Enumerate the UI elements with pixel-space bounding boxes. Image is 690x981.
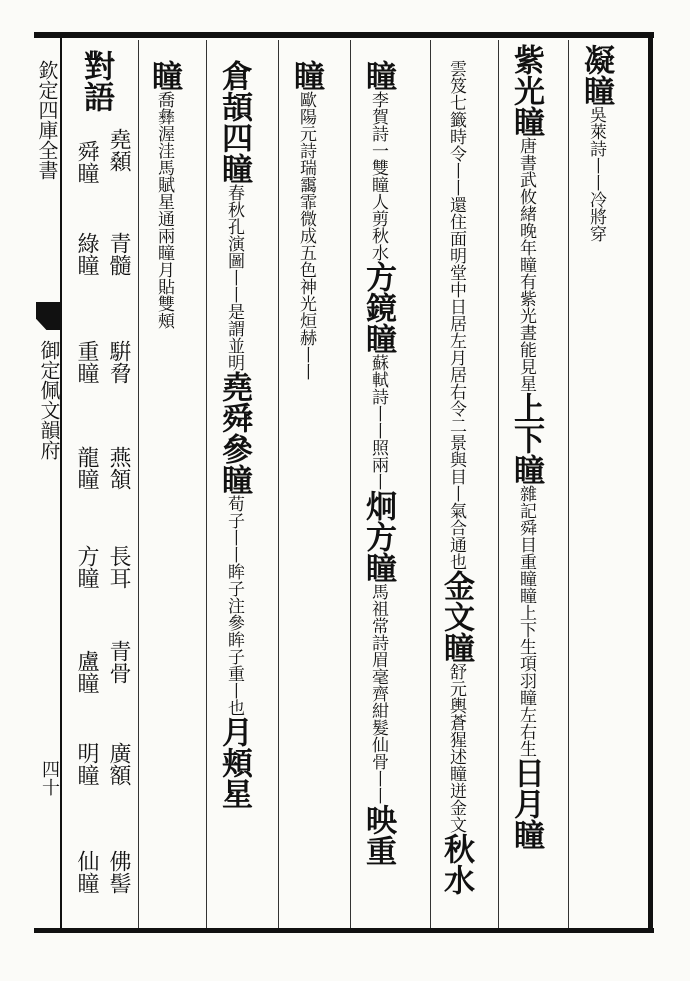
headword: 瞳 — [360, 60, 396, 91]
pair-top: 廣額 — [106, 742, 131, 786]
headword: 映重 — [360, 804, 396, 866]
pair-bottom: 方瞳 — [74, 545, 99, 589]
citation: 李賀詩一雙瞳人剪秋水 — [368, 91, 388, 261]
headword: 日月瞳 — [508, 757, 544, 850]
entry-column — [216, 60, 252, 809]
citation: 雲笈七籤時令丨丨還住面明堂中日居左月居右令二景與目丨氣合通也 — [446, 60, 466, 570]
pair-top: 長耳 — [106, 545, 131, 589]
pair-bottom: 仙瞳 — [74, 850, 99, 894]
page-number: 四十 — [39, 760, 60, 796]
pair-bottom: 盧瞳 — [74, 650, 99, 694]
column-rule — [498, 40, 499, 928]
pair-bottom: 舜瞳 — [74, 140, 99, 184]
pair-top: 佛髻 — [106, 850, 131, 894]
citation: 唐書武攸緒晚年瞳有紫光晝能見星 — [516, 137, 536, 392]
fishtail-marker-icon — [36, 302, 62, 330]
entry-column — [508, 44, 544, 850]
pair-top: 騈脅 — [106, 340, 131, 384]
citation: 雜記舜目重瞳瞳上下生項羽瞳左右生 — [516, 485, 536, 757]
entry-column — [360, 60, 396, 866]
column-rule — [138, 40, 139, 928]
pair-bottom: 明瞳 — [74, 742, 99, 786]
headword: 瞳 — [288, 60, 324, 91]
citation: 喬彝渥洼馬賦星通兩瞳月貼雙頰 — [154, 91, 174, 329]
citation: 荀子丨丨眸子注參眸子重丨也 — [224, 495, 244, 716]
frame-right-border — [648, 32, 653, 932]
headword: 上下瞳 — [508, 392, 544, 485]
entry-column — [578, 44, 614, 242]
pair-top: 燕頷 — [106, 446, 131, 490]
gutter-subtitle: 御定佩文韻府 — [37, 340, 61, 460]
entry-column — [146, 60, 182, 329]
entry-column — [438, 60, 474, 895]
column-rule — [350, 40, 351, 928]
headword: 金文瞳 — [438, 570, 474, 663]
pair-top: 青髓 — [106, 232, 131, 276]
frame-top-border — [34, 32, 654, 38]
headword: 秋水 — [438, 833, 474, 895]
citation: 舒元輿蒼猩述瞳迸金文 — [446, 663, 466, 833]
gutter-title: 欽定四庫全書 — [35, 60, 59, 180]
headword: 倉頡四瞳 — [216, 60, 252, 184]
headword: 炯方瞳 — [360, 490, 396, 583]
frame-bottom-border — [34, 928, 654, 933]
headword: 堯舜參瞳 — [216, 371, 252, 495]
citation: 馬祖常詩眉毫齊紺髮仙骨丨丨 — [368, 583, 388, 804]
citation: 吳萊詩丨丨冷將穿 — [586, 106, 606, 242]
citation: 春秋孔演圖丨丨是謂並明 — [224, 184, 244, 371]
column-rule — [430, 40, 431, 928]
pair-bottom: 重瞳 — [74, 340, 99, 384]
column-rule — [278, 40, 279, 928]
duiyu-heading: 對語 — [78, 50, 114, 112]
pair-top: 堯顙 — [106, 128, 131, 172]
column-rule — [568, 40, 569, 928]
citation: 歐陽元詩瑞靄霏微成五色神光烜赫丨丨 — [296, 91, 316, 380]
citation: 蘇軾詩丨丨照兩丨 — [368, 354, 388, 490]
headword: 方鏡瞳 — [360, 261, 396, 354]
headword: 瞳 — [146, 60, 182, 91]
headword: 凝瞳 — [578, 44, 614, 106]
section-heading — [78, 50, 114, 112]
headword: 月頬星 — [216, 716, 252, 809]
pair-top: 青骨 — [106, 640, 131, 684]
entry-column — [288, 60, 324, 380]
pair-bottom: 綠瞳 — [74, 232, 99, 276]
column-rule — [206, 40, 207, 928]
pair-bottom: 龍瞳 — [74, 446, 99, 490]
headword: 紫光瞳 — [508, 44, 544, 137]
